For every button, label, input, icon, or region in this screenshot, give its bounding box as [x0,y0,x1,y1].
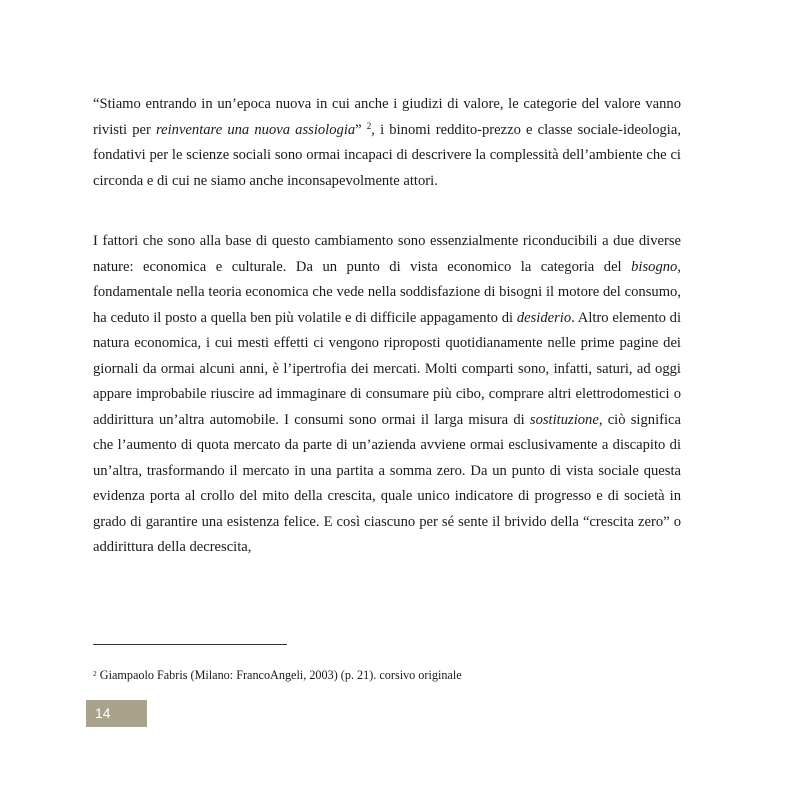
paragraph-text: “Stiamo entrando in un’epoca nuova in cui anche i giudizi di valore, le categorie del valore vanno rivisti per [93,96,681,138]
paragraph-text: , ciò significa che l’aumento di quota mercato da parte di un’azienda avviene ormai esclusivamente a discapito di un’altra, trasformando il mercato in una partita a somma zero. Da un punto di vista sociale questa evidenza porta al crollo del mito della crescita, quale unico indicatore di progresso e di società in grado di garantire una esistenza felice. E così ciascuno per sé sente il brivido della “crescita zero” o addirittura della decrescita, [93,411,681,555]
footnote-reference[interactable]: 2 [366,120,372,131]
body-paragraph-2 [93,229,681,561]
footnote [93,666,462,684]
italic-term: desiderio [516,309,572,326]
italic-phrase: reinventare una nuova assiologia [155,121,356,138]
page-number-box [86,700,147,727]
paragraph-text: , i binomi reddito-prezzo e classe sociale-ideologia, fondativi per le scienze sociali sono ormai incapaci di descrivere la complessità dell’ambiente che ci circonda e di cui ne siamo anche inconsapevolmente attori. [93,121,681,189]
footnote-text: Giampaolo Fabris (Milano: FrancoAngeli, 2003) (p. 21). corsivo originale [96,668,462,682]
paragraph-text: ” [355,121,367,138]
italic-term: sostituzione [529,411,599,428]
paragraph-text: I fattori che sono alla base di questo cambiamento sono essenzialmente riconducibili a due diverse nature: economica e culturale. Da un punto di vista economico la categoria del [93,233,681,275]
page-number: 14 [95,705,111,721]
footnote-marker: 2 [93,669,97,678]
italic-term: bisogno [631,258,678,275]
body-paragraph-1 [93,92,681,194]
paragraph-text: . Altro elemento di natura economica, i cui mesti effetti ci vengono riproposti quotidianamente nelle prime pagine dei giornali da ormai alcuni anni, è l’ipertrofia dei mercati. Molti comparti sono, infatti, saturi, ad oggi appare improbabile riuscire ad immaginare di consumare più cibo, comprare altri elettrodomestici o addirittura un’altra automobile. I consumi sono ormai il larga misura di [93,309,681,428]
footnote-divider [93,644,287,645]
paragraph-text: , fondamentale nella teoria economica che vede nella soddisfazione di bisogni il motore del consumo, ha ceduto il posto a quella ben più volatile e di difficile appagamento di [93,258,681,326]
